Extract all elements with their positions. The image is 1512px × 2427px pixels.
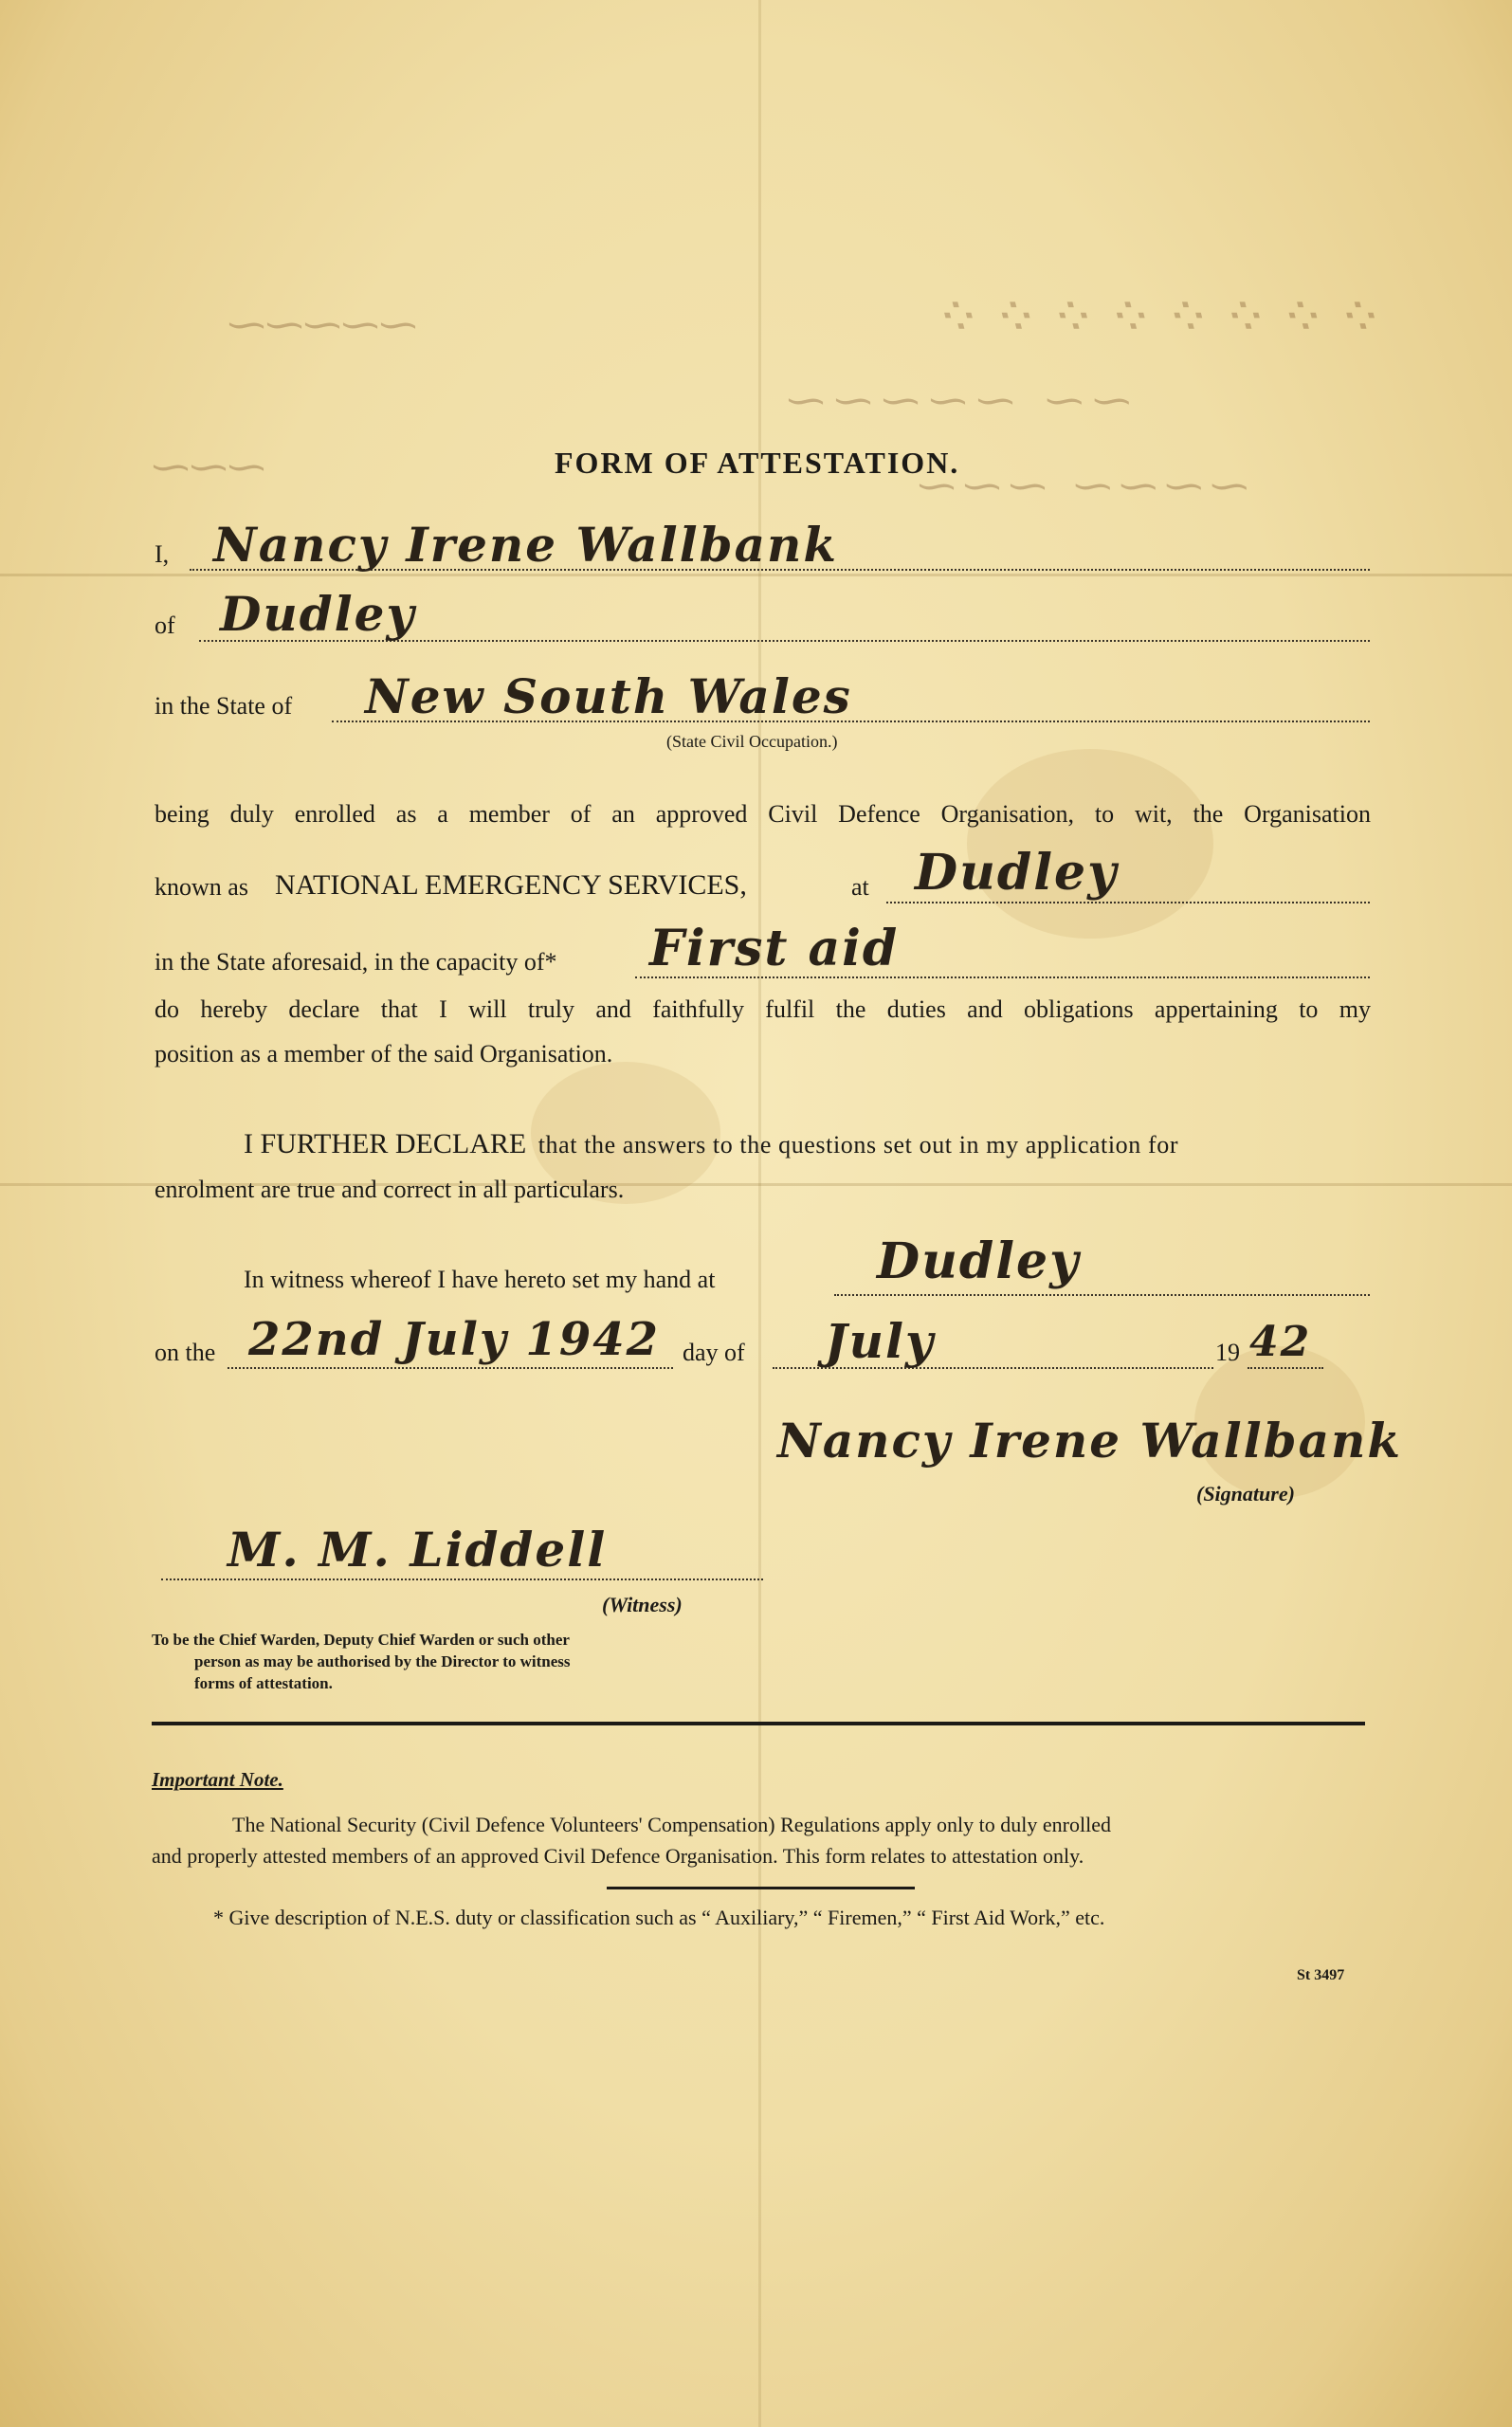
handwritten-year: 42 <box>1249 1318 1312 1366</box>
important-note-heading: Important Note. <box>152 1768 283 1791</box>
handwritten-state: New South Wales <box>365 668 852 724</box>
declaration-line-2: position as a member of the said Organisation. <box>155 1040 613 1068</box>
label-of: of <box>155 611 175 639</box>
witness-signature-line <box>161 1578 763 1580</box>
label-day-of: day of <box>683 1339 745 1366</box>
witness-note-line-1: To be the Chief Warden, Deputy Chief Warden or such other <box>152 1631 570 1649</box>
paper-fold <box>0 574 1512 576</box>
handwritten-of-place: Dudley <box>220 586 416 642</box>
day-line <box>228 1367 673 1369</box>
further-declare-text: that the answers to the questions set out in my application for <box>537 1131 1179 1159</box>
further-declare-caps: I FURTHER DECLARE <box>244 1128 527 1159</box>
year-prefix: 19 <box>1215 1339 1240 1366</box>
bleed-through-ink: ⁓⁓⁓ <box>152 446 265 489</box>
handwritten-witness-place: Dudley <box>877 1232 1081 1290</box>
important-note-line-1: The National Security (Civil Defence Volunteers' Compensation) Regulations apply only to duly enrolled <box>232 1813 1111 1836</box>
at-line <box>886 902 1370 903</box>
handwritten-signature: Nancy Irene Wallbank <box>777 1413 1403 1469</box>
short-rule <box>607 1887 915 1889</box>
label-on-the: on the <box>155 1339 216 1366</box>
label-known-as: known as <box>155 873 248 901</box>
witness-line: In witness whereof I have hereto set my hand at <box>244 1266 716 1293</box>
handwritten-witness: M. M. Liddell <box>228 1522 608 1578</box>
organisation-name: NATIONAL EMERGENCY SERVICES, <box>275 869 747 901</box>
bleed-through-ink: ⁓⁓ ⁓⁓⁓⁓⁓ <box>777 379 1131 423</box>
important-note-line-2: and properly attested members of an approved Civil Defence Organisation. This form relates to attestation only. <box>152 1844 1084 1868</box>
form-title: FORM OF ATTESTATION. <box>555 446 960 480</box>
further-declare-line <box>244 1128 1178 1160</box>
year-line <box>1248 1367 1323 1369</box>
label-state-of: in the State of <box>155 692 293 720</box>
witness-note-line-2: person as may be authorised by the Director to witness <box>194 1652 571 1670</box>
bleed-through-ink: ⁘⁘⁘⁘⁘⁘⁘⁘ <box>929 284 1389 349</box>
signature-label: (Signature) <box>1196 1482 1295 1505</box>
handwritten-name: Nancy Irene Wallbank <box>213 517 839 573</box>
bleed-through-ink: ⁓⁓⁓⁓⁓ <box>228 303 417 347</box>
form-code: St 3497 <box>1297 1967 1345 1983</box>
handwritten-capacity: First aid <box>649 920 900 977</box>
further-declare-line-2: enrolment are true and correct in all particulars. <box>155 1176 625 1203</box>
bleed-through-ink: ⁓⁓⁓⁓ ⁓⁓⁓ <box>910 465 1248 508</box>
declaration-line-1: do hereby declare that I will truly and faithfully fulfil the duties and obligations appertaining to my <box>155 995 1371 1023</box>
label-i: I, <box>155 540 170 568</box>
witness-label: (Witness) <box>602 1593 683 1616</box>
state-note: (State Civil Occupation.) <box>666 732 838 751</box>
witness-note-line-3: forms of attestation. <box>194 1674 333 1692</box>
divider-rule <box>152 1722 1365 1725</box>
footnote: * Give description of N.E.S. duty or classification such as “ Auxiliary,” “ Firemen,” “ First Aid Work,” etc. <box>213 1906 1105 1929</box>
handwritten-day: 22nd July 1942 <box>248 1313 661 1366</box>
enrolment-line: being duly enrolled as a member of an approved Civil Defence Organisation, to wit, the Organisation <box>155 800 1371 828</box>
label-at: at <box>851 873 869 901</box>
witness-place-line <box>834 1294 1370 1296</box>
handwritten-at-place: Dudley <box>915 844 1119 902</box>
paper-fold <box>758 0 761 2427</box>
handwritten-month: July <box>825 1313 936 1369</box>
label-capacity: in the State aforesaid, in the capacity of* <box>155 948 557 976</box>
